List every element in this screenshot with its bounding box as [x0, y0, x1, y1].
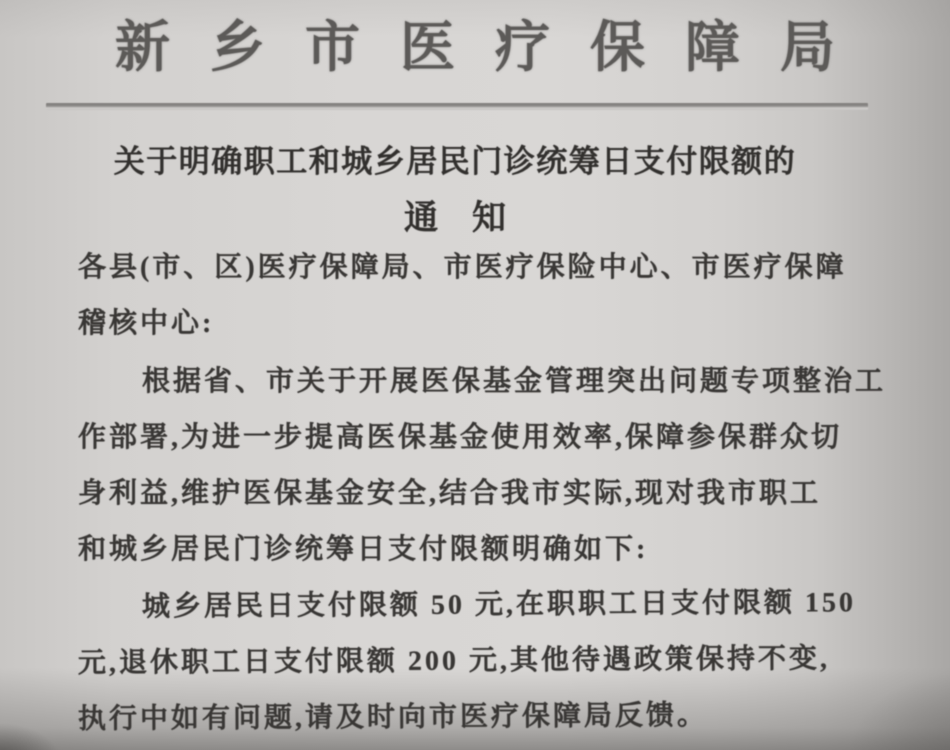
agency-letterhead: 新乡市医疗保障局 — [114, 17, 875, 78]
salutation-line-1: 各县(市、区)医疗保障局、市医疗保险中心、市医疗保障 — [78, 252, 847, 283]
paragraph1-line-2: 作部署,为进一步提高医保基金使用效率,保障参保群众切 — [78, 422, 843, 453]
paragraph2-line-3: 执行中如有问题,请及时向市医疗保障局反馈。 — [77, 700, 709, 735]
paragraph1-line-4: 和城乡居民门诊统筹日支付限额明确如下: — [78, 534, 649, 565]
paragraph2-line-2: 元,退休职工日支付限额 200 元,其他待遇政策保持不变, — [77, 643, 831, 679]
notice-subject-line: 关于明确职工和城乡居民门诊统筹日支付限额的 — [113, 144, 797, 179]
paragraph1-line-1: 根据省、市关于开展医保基金管理突出问题专项整治工 — [142, 366, 887, 397]
paragraph1-line-3: 身利益,维护医保基金安全,结合我市实际,现对我市职工 — [78, 478, 822, 509]
notice-type-label: 通知 — [404, 200, 540, 237]
paragraph2-line-1: 城乡居民日支付限额 50 元,在职职工日支付限额 150 — [141, 587, 857, 623]
salutation-line-2: 稽核中心: — [78, 308, 215, 339]
letterhead-divider-rule — [46, 103, 868, 110]
